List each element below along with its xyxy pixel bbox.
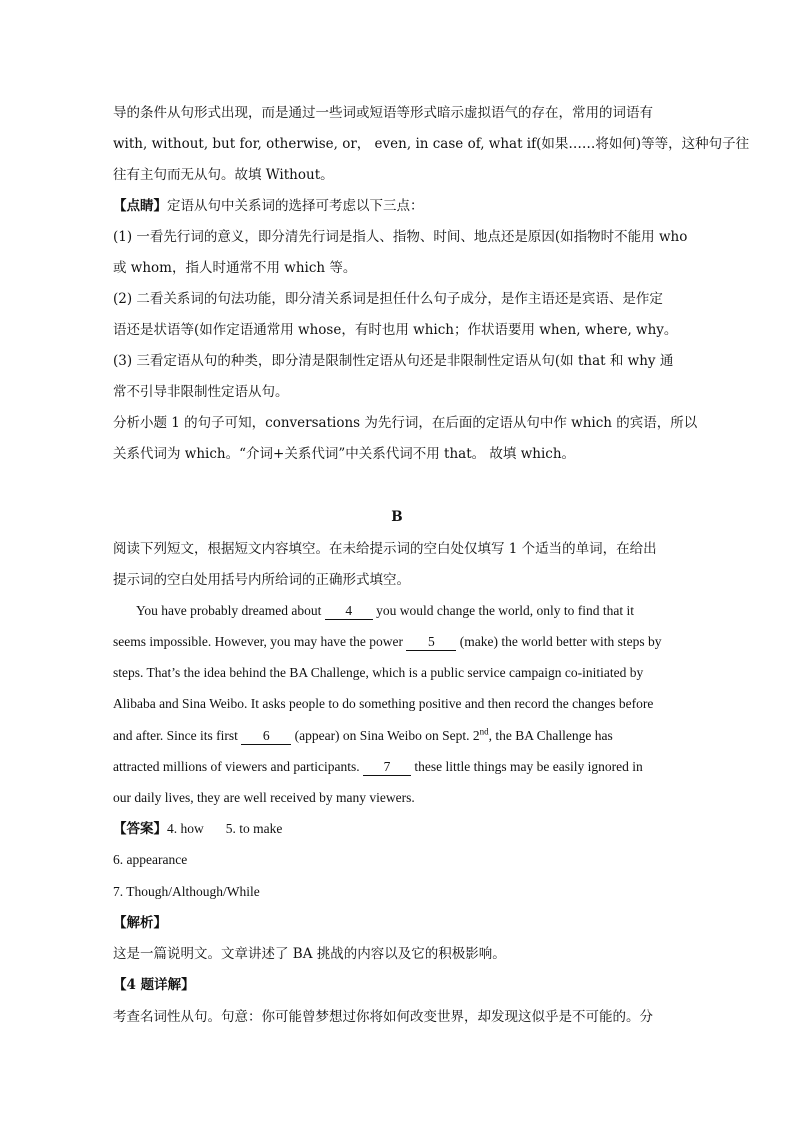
tip-text: 定语从句中关系词的选择可考虑以下三点： (167, 198, 424, 214)
instruction-line: 阅读下列短文，根据短文内容填空。在未给提示词的空白处仅填写 1 个适当的单词，在给出 (113, 541, 657, 557)
tip-line: (3) 三看定语从句的种类，即分清是限制性定语从句还是非限制性定语从句(如 that 和 why 通 (113, 353, 674, 369)
tip-tag: 【点睛】 (113, 198, 167, 214)
answer-6: 6. appearance (113, 852, 188, 867)
explanation-line: 导的条件从句形式出现，而是通过一些词或短语等形式暗示虚拟语气的存在，常用的词语有 (113, 105, 653, 121)
tip-line: 或 whom，指人时通常不用 which 等。 (113, 260, 357, 276)
answer-5: 5. to make (225, 821, 283, 836)
tip-line: 语还是状语等(如作定语通常用 whose，有时也用 which；作状语要用 when, where, why。 (113, 322, 678, 338)
analysis-line: 关系代词为 which。“介词+关系代词”中关系代词不用 that。 故填 which。 (113, 446, 576, 462)
blank-4[interactable]: 4 (325, 603, 373, 620)
superscript: nd (479, 726, 489, 737)
detail-tag: 【4 题详解】 (113, 977, 195, 993)
passage-line (113, 726, 613, 746)
tip-line: (2) 二看关系词的句法功能，即分清关系词是担任什么句子成分，是作主语还是宾语、是作定 (113, 291, 663, 307)
blank-7[interactable]: 7 (363, 759, 411, 776)
passage-text: (make) the world better with steps by (456, 634, 662, 649)
tip-heading-line (113, 196, 424, 216)
passage-text: (appear) on Sina Weibo on Sept. 2 (291, 728, 480, 743)
detail-text: 考查名词性从句。句意：你可能曾梦想过你将如何改变世界，却发现这似乎是不可能的。分 (113, 1009, 653, 1025)
answer-tag: 【答案】 (113, 821, 167, 837)
passage-line: Alibaba and Sina Weibo. It asks people to do something positive and then record the changes before (113, 696, 654, 711)
analysis-tag: 【解析】 (113, 915, 167, 931)
passage-text: and after. Since its first (113, 728, 242, 743)
instruction-line: 提示词的空白处用括号内所给词的正确形式填空。 (113, 572, 410, 588)
passage-text: seems impossible. However, you may have the power (113, 634, 407, 649)
passage-line: steps. That’s the idea behind the BA Challenge, which is a public service campaign co-initiated by (113, 665, 644, 680)
tip-line: 常不引导非限制性定语从句。 (113, 384, 289, 400)
explanation-line: with, without, but for, otherwise, or， even, in case of, what if(如果……将如何)等等，这种句子往 (113, 136, 750, 152)
tip-line: (1) 一看先行词的意义，即分清先行词是指人、指物、时间、地点还是原因(如指物时不能用 who (113, 229, 688, 245)
passage-line: our daily lives, they are well received by many viewers. (113, 790, 415, 805)
section-title: B (391, 509, 403, 525)
blank-5[interactable]: 5 (406, 634, 456, 651)
analysis-line: 分析小题 1 的句子可知，conversations 为先行词，在后面的定语从句中作 which 的宾语，所以 (113, 415, 698, 431)
passage-text: attracted millions of viewers and participants. (113, 759, 364, 774)
passage-line (113, 757, 643, 777)
blank-6[interactable]: 6 (241, 728, 291, 745)
answer-line (113, 819, 282, 839)
answer-7: 7. Though/Although/While (113, 884, 260, 899)
passage-line (136, 601, 634, 621)
explanation-line: 往有主句而无从句。故填 Without。 (113, 167, 334, 183)
answer-4: 4. how (167, 821, 204, 836)
analysis-text: 这是一篇说明文。文章讲述了 BA 挑战的内容以及它的积极影响。 (113, 946, 506, 962)
passage-text: you would change the world, only to find that it (372, 603, 635, 618)
passage-text: these little things may be easily ignored in (411, 759, 643, 774)
passage-text: , the BA Challenge has (488, 728, 613, 743)
passage-text: You have probably dreamed about (136, 603, 325, 618)
passage-line (113, 632, 661, 652)
